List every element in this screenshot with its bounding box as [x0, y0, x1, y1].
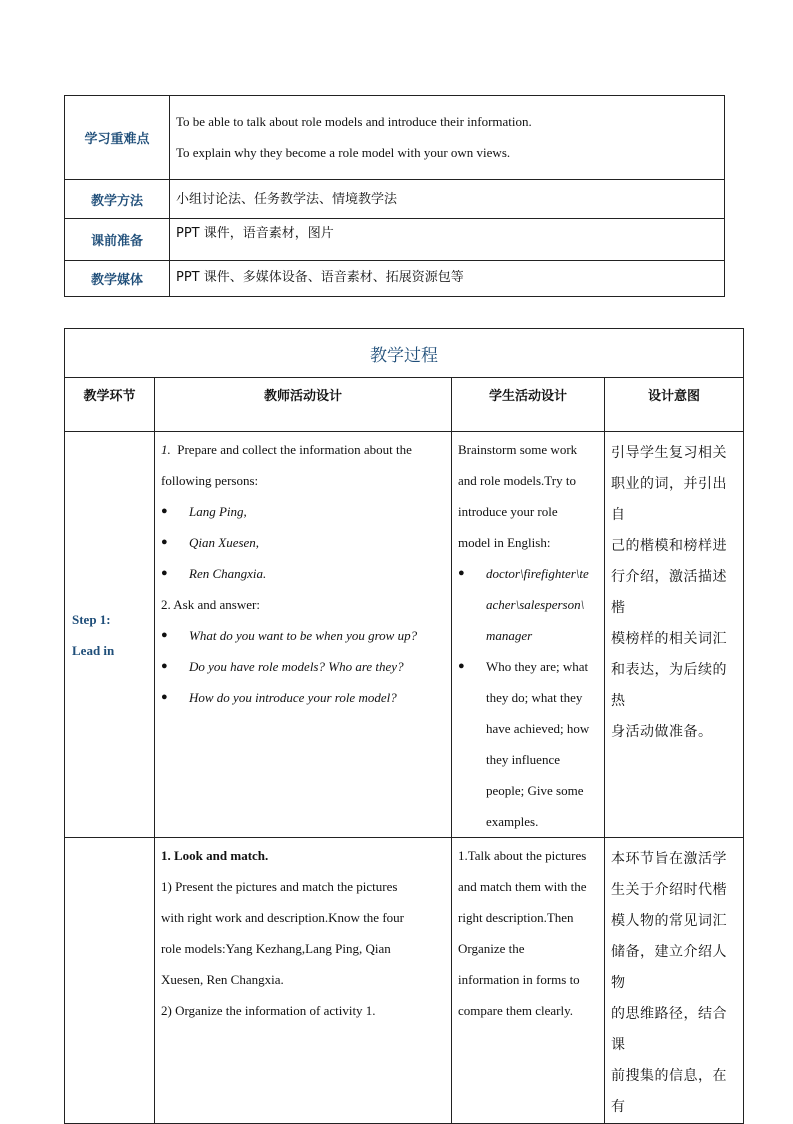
list-item: [161, 682, 445, 713]
text-line: role models:Yang Kezhang,Lang Ping, Qian: [161, 941, 391, 956]
header-teacher-activity: 教师活动设计: [155, 378, 452, 432]
text-line: 生关于介绍时代楷: [611, 882, 727, 898]
list-item: [161, 558, 445, 589]
text-line: 模人物的常见词汇: [611, 913, 727, 929]
text-line: 身活动做准备。: [611, 724, 713, 740]
step2-student-activity: [452, 838, 605, 1124]
text-line: with right work and description.Know the four: [161, 910, 404, 925]
teaching-method-label: 教学方法: [65, 180, 170, 219]
bullet-icon: ●: [161, 505, 168, 517]
person-name: Ren Changxia.: [189, 566, 267, 581]
question: What do you want to be when you grow up?: [189, 628, 418, 643]
person-name: Qian Xuesen,: [189, 535, 260, 550]
text-line: doctor\firefighter\te: [486, 566, 589, 581]
step1-label-line: Step 1:: [72, 611, 111, 627]
text-line: acher\salesperson\: [486, 597, 585, 612]
text-line: 和表达，为后续的热: [611, 662, 727, 709]
list-item: [458, 558, 598, 651]
bullet-icon: ●: [161, 567, 168, 579]
text-line: 模榜样的相关词汇: [611, 631, 727, 647]
list-item: [161, 496, 445, 527]
text-line: and match them with the: [458, 879, 587, 894]
process-title: 教学过程: [65, 329, 744, 378]
text-line: 前搜集的信息，在有: [611, 1068, 727, 1115]
item-heading: 1. Look and match.: [161, 848, 269, 863]
item-text: following persons:: [161, 473, 259, 488]
text-line: people; Give some: [486, 783, 584, 798]
text-line: introduce your role: [458, 504, 558, 519]
item-text: 2. Ask and answer:: [161, 597, 260, 612]
header-student-activity: 学生活动设计: [452, 378, 605, 432]
media-content: PPT 课件、多媒体设备、语音素材、拓展资源包等: [170, 261, 725, 297]
key-points-content: [170, 96, 725, 180]
bullet-icon: ●: [161, 691, 168, 703]
teaching-method-content: 小组讨论法、任务教学法、情境教学法: [170, 180, 725, 219]
text-line: Who they are; what: [486, 659, 589, 674]
text-line: right description.Then: [458, 910, 574, 925]
text-line: they do; what they: [486, 690, 583, 705]
key-point-line: To be able to talk about role models and introduce their information.: [176, 114, 532, 129]
list-item: [458, 651, 598, 837]
step2-teacher-activity: [155, 838, 452, 1124]
media-label: 教学媒体: [65, 261, 170, 297]
question: How do you introduce your role model?: [189, 690, 397, 705]
text-line: 2) Organize the information of activity 1.: [161, 1003, 376, 1018]
bullet-icon: ●: [161, 536, 168, 548]
step1-teacher-activity: [155, 432, 452, 838]
text-line: 的思维路径，结合课: [611, 1006, 727, 1053]
text-line: 职业的词，并引出自: [611, 476, 727, 523]
text-line: 1.Talk about the pictures: [458, 848, 587, 863]
header-design-intent: 设计意图: [605, 378, 744, 432]
text-line: examples.: [486, 814, 539, 829]
list-item: [161, 527, 445, 558]
text-line: 储备，建立介绍人物: [611, 944, 727, 991]
text-line: Brainstorm some work: [458, 442, 578, 457]
teaching-process-table: [64, 328, 744, 1124]
text-line: 引导学生复习相关: [611, 445, 727, 461]
text-line: 1) Present the pictures and match the pictures: [161, 879, 398, 894]
step1-label: [65, 432, 155, 838]
text-line: 行介绍，激活描述楷: [611, 569, 727, 616]
step2-label: [65, 838, 155, 1124]
key-point-line: To explain why they become a role model with your own views.: [176, 145, 511, 160]
step1-design-intent: [605, 432, 744, 838]
key-points-label: 学习重难点: [65, 96, 170, 180]
text-line: Organize the: [458, 941, 525, 956]
list-item: [161, 651, 445, 682]
text-line: have achieved; how: [486, 721, 590, 736]
person-name: Lang Ping,: [189, 504, 247, 519]
text-line: 己的楷模和榜样进: [611, 538, 727, 554]
text-line: and role models.Try to: [458, 473, 576, 488]
text-line: 本环节旨在激活学: [611, 851, 727, 867]
header-stage: 教学环节: [65, 378, 155, 432]
step1-student-activity: [452, 432, 605, 838]
text-line: Xuesen, Ren Changxia.: [161, 972, 284, 987]
bullet-icon: ●: [161, 629, 168, 641]
bullet-icon: ●: [458, 660, 465, 672]
text-line: they influence: [486, 752, 560, 767]
preparation-label: 课前准备: [65, 219, 170, 261]
bullet-icon: ●: [458, 567, 465, 579]
step2-design-intent: [605, 838, 744, 1124]
item-number: 1.: [161, 442, 171, 457]
question: Do you have role models? Who are they?: [189, 659, 404, 674]
lesson-info-table: [64, 95, 725, 297]
item-text: Prepare and collect the information about the: [177, 442, 412, 457]
preparation-content: PPT 课件，语音素材，图片: [170, 219, 725, 261]
text-line: model in English:: [458, 535, 551, 550]
step1-label-line: Lead in: [72, 642, 115, 658]
text-line: manager: [486, 628, 533, 643]
bullet-icon: ●: [161, 660, 168, 672]
text-line: compare them clearly.: [458, 1003, 574, 1018]
text-line: information in forms to: [458, 972, 580, 987]
list-item: [161, 620, 445, 651]
